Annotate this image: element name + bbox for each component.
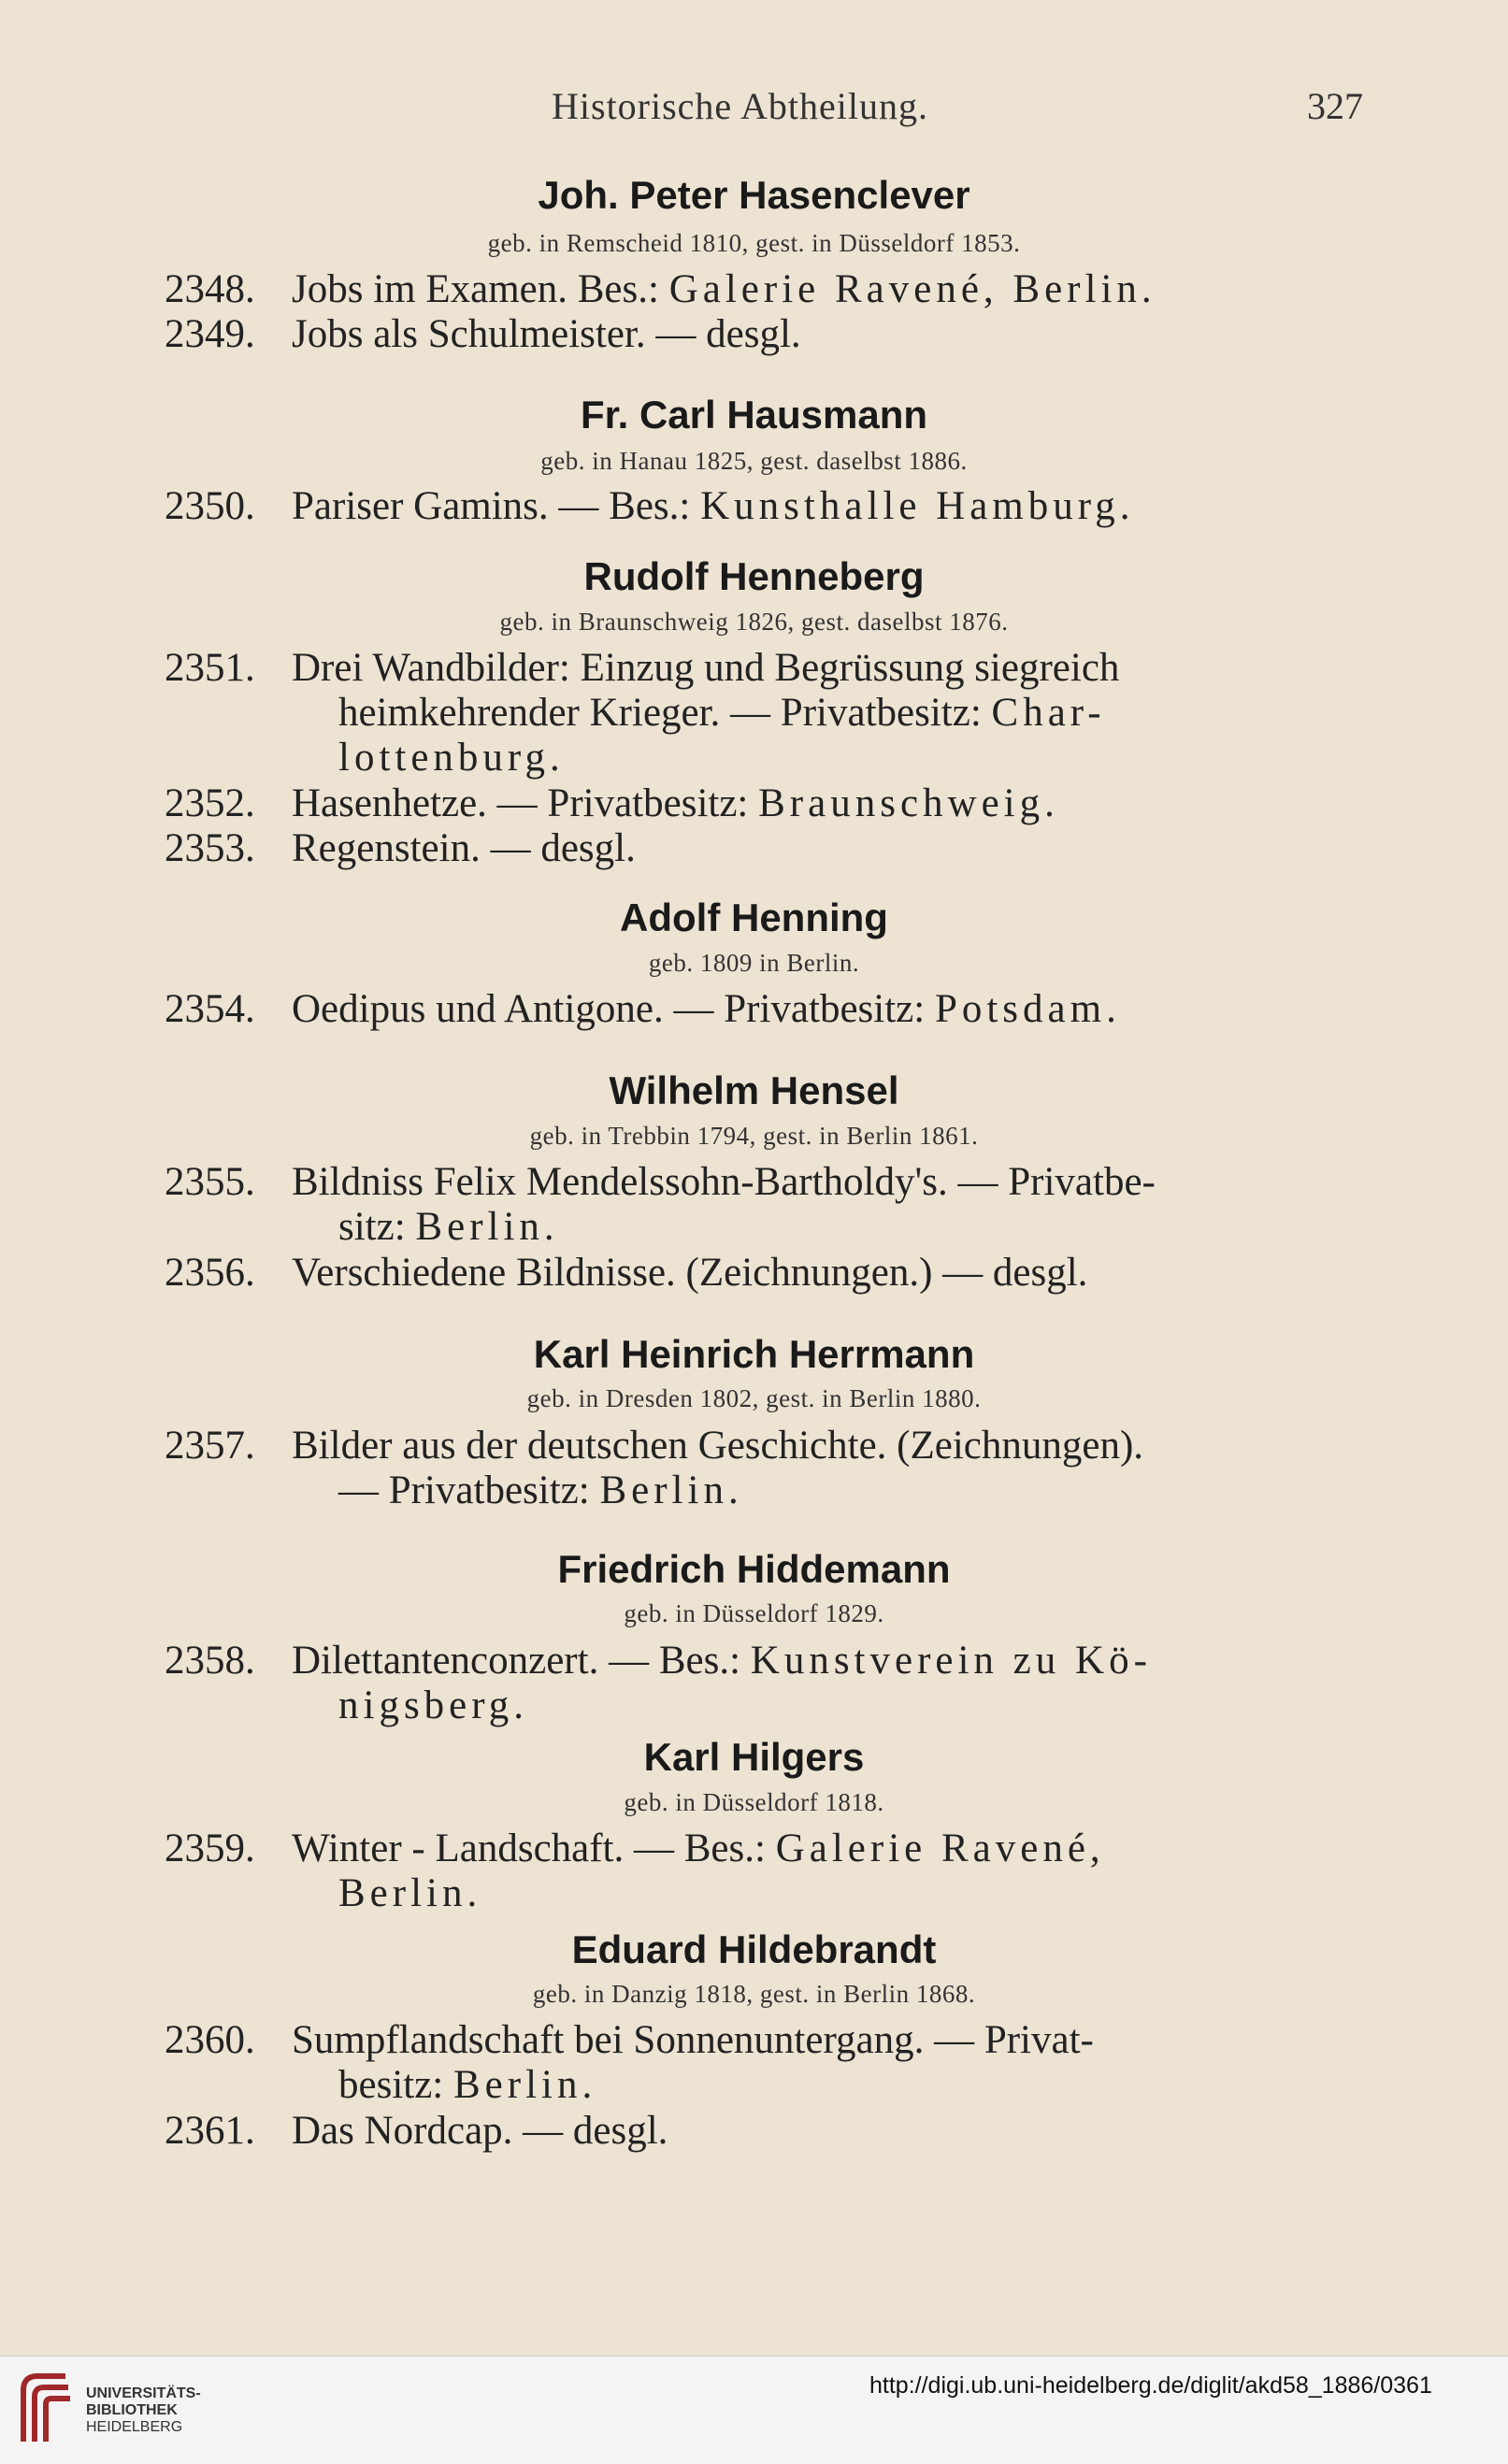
entry-number: 2357. — [165, 1424, 255, 1468]
entry-text-continued: besitz: Berlin. — [338, 2063, 597, 2107]
permalink-url[interactable]: http://digi.ub.uni-heidelberg.de/diglit/akd58_1886/0361 — [869, 2372, 1432, 2399]
owner-location: Galerie Ravené, Berlin. — [668, 267, 1156, 311]
owner-location: Kunsthalle Hamburg. — [700, 484, 1135, 528]
owner-location: Berlin. — [415, 1205, 559, 1249]
page-number: 327 — [1307, 85, 1363, 127]
artist-life-dates: geb. in Trebbin 1794, gest. in Berlin 1861. — [529, 1122, 979, 1150]
entry-text: Jobs als Schulmeister. — desgl. — [292, 312, 801, 356]
artist-name: Joh. Peter Hasenclever — [538, 173, 970, 217]
entry-number: 2358. — [165, 1639, 255, 1683]
owner-location: Potsdam. — [934, 987, 1121, 1031]
owner-location: Berlin. — [599, 1468, 743, 1512]
entry-text-continued: — Privatbesitz: Berlin. — [338, 1468, 743, 1512]
artist-life-dates: geb. in Dresden 1802, gest. in Berlin 1880. — [526, 1384, 982, 1412]
entry-number: 2353. — [165, 826, 255, 870]
library-name: UNIVERSITÄTS- BIBLIOTHEK HEIDELBERG — [86, 2385, 201, 2435]
owner-location: Braunschweig. — [758, 781, 1059, 825]
entry-number: 2348. — [165, 267, 255, 311]
entry-text: Winter - Landschaft. — Bes.: Galerie Ravené, — [292, 1827, 1105, 1870]
artist-life-dates: geb. in Braunschweig 1826, gest. daselbst 1876. — [499, 608, 1009, 636]
artist-name: Fr. Carl Hausmann — [580, 393, 928, 437]
entry-text-continued: heimkehrender Krieger. — Privatbesitz: Char- — [338, 691, 1106, 735]
owner-location-continued: nigsberg. — [338, 1683, 529, 1727]
entry-text: Bilder aus der deutschen Geschichte. (Zeichnungen). — [292, 1424, 1144, 1468]
entry-number: 2352. — [165, 781, 255, 825]
artist-name: Eduard Hildebrandt — [571, 1927, 937, 1971]
artist-name: Karl Heinrich Herrmann — [533, 1332, 975, 1376]
running-header: Historische Abtheilung. — [552, 85, 928, 127]
artist-name: Friedrich Hiddemann — [557, 1547, 951, 1591]
entry-number: 2356. — [165, 1251, 255, 1295]
owner-location: Char- — [991, 691, 1106, 735]
entry-text: Sumpflandschaft bei Sonnenuntergang. — Privat- — [292, 2018, 1094, 2062]
artist-name: Wilhelm Hensel — [609, 1068, 899, 1112]
entry-number: 2360. — [165, 2018, 255, 2062]
entry-number: 2351. — [165, 646, 255, 690]
entry-number: 2349. — [165, 312, 255, 356]
owner-location: Kunstverein zu Kö- — [750, 1639, 1152, 1683]
owner-location-continued: lottenburg. — [338, 736, 565, 780]
entry-text: Jobs im Examen. Bes.: Galerie Ravené, Berlin. — [292, 267, 1156, 311]
entry-text-continued: sitz: Berlin. — [338, 1205, 559, 1249]
entry-text: Bildniss Felix Mendelssohn-Bartholdy's. — Privatbe- — [292, 1160, 1156, 1204]
entry-text: Regenstein. — desgl. — [292, 826, 636, 870]
artist-life-dates: geb. in Hanau 1825, gest. daselbst 1886. — [540, 447, 968, 475]
artist-life-dates: geb. in Düsseldorf 1818. — [624, 1788, 884, 1816]
entry-text: Oedipus und Antigone. — Privatbesitz: Potsdam. — [292, 987, 1121, 1031]
artist-life-dates: geb. 1809 in Berlin. — [648, 949, 860, 977]
entry-number: 2355. — [165, 1160, 255, 1204]
artist-life-dates: geb. in Düsseldorf 1829. — [624, 1599, 884, 1627]
owner-location-continued: Berlin. — [338, 1871, 482, 1915]
entry-text: Pariser Gamins. — Bes.: Kunsthalle Hamburg. — [292, 484, 1135, 528]
entry-number: 2354. — [165, 987, 255, 1031]
entry-text: Das Nordcap. — desgl. — [292, 2109, 668, 2153]
owner-location: Berlin. — [453, 2063, 597, 2107]
artist-name: Rudolf Henneberg — [583, 554, 925, 598]
artist-name: Karl Hilgers — [643, 1735, 865, 1779]
entry-text: Drei Wandbilder: Einzug und Begrüssung siegreich — [292, 646, 1120, 690]
owner-location: Galerie Ravené, — [775, 1827, 1105, 1870]
entry-number: 2359. — [165, 1827, 255, 1870]
library-logo-icon — [14, 2367, 78, 2451]
entry-number: 2361. — [165, 2109, 255, 2153]
artist-name: Adolf Henning — [620, 895, 888, 939]
entry-text: Verschiedene Bildnisse. (Zeichnungen.) — desgl. — [292, 1251, 1088, 1295]
artist-life-dates: geb. in Remscheid 1810, gest. in Düsseldorf 1853. — [487, 229, 1021, 257]
entry-text: Dilettantenconzert. — Bes.: Kunstverein zu Kö- — [292, 1639, 1152, 1683]
entry-text: Hasenhetze. — Privatbesitz: Braunschweig. — [292, 781, 1059, 825]
entry-number: 2350. — [165, 484, 255, 528]
artist-life-dates: geb. in Danzig 1818, gest. in Berlin 1868. — [532, 1980, 976, 2008]
